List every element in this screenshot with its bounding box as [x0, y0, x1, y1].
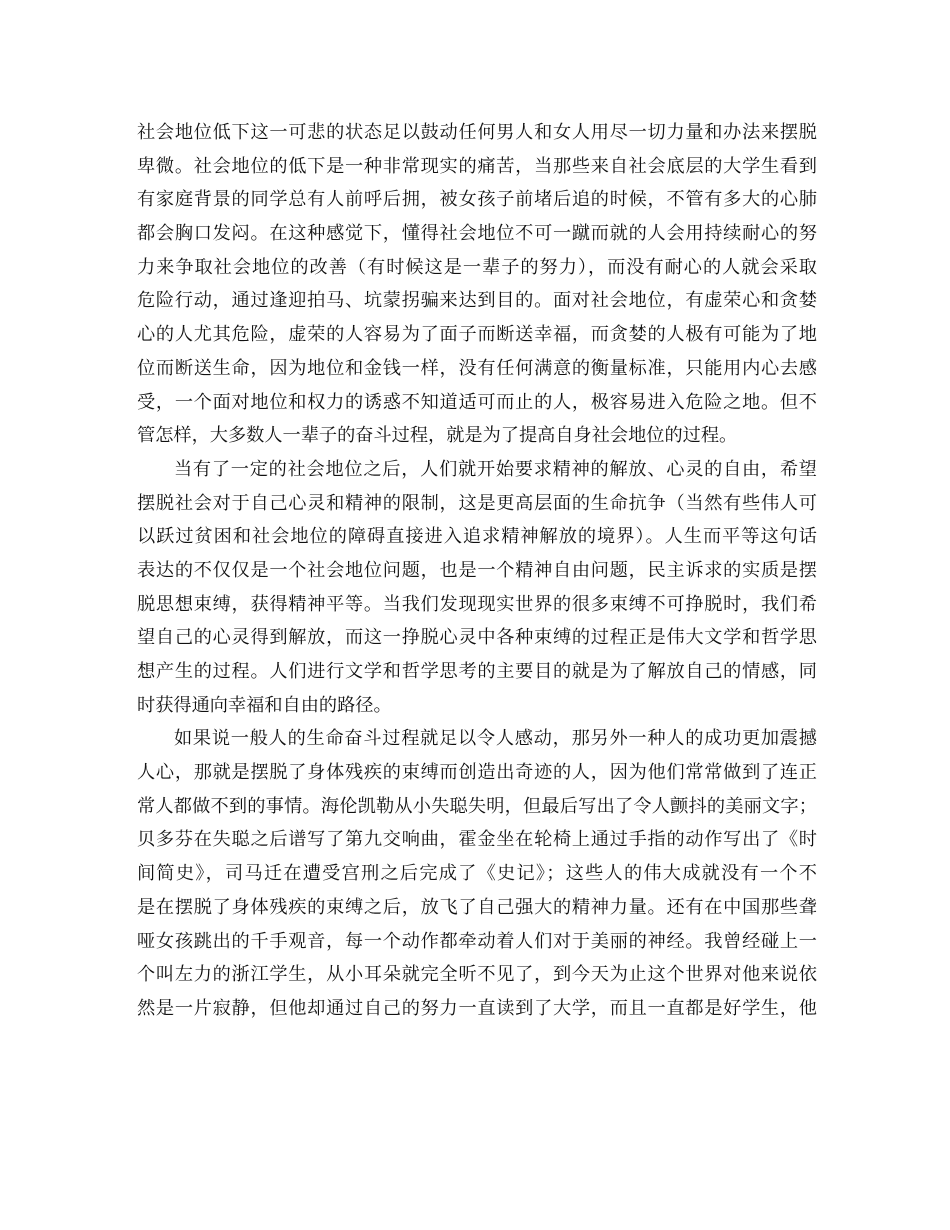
text-line: 摆脱社会对于自己心灵和精神的限制，这是更高层面的生命抗争（当然有些伟人可 [137, 492, 817, 514]
text-line: 想产生的过程。人们进行文学和哲学思考的主要目的就是为了解放自己的情感，同 [137, 661, 817, 682]
text-line: 受，一个面对地位和权力的诱惑不知道适可而止的人，极容易进入危险之地。但不 [137, 391, 817, 413]
text-line: 间简史》，司马迁在遭受宫刑之后完成了《史记》；这些人的伟大成就没有一个不 [137, 863, 817, 885]
text-line: 脱思想束缚，获得精神平等。当我们发现现实世界的很多束缚不可挣脱时，我们希 [137, 593, 817, 615]
text-line: 贝多芬在失聪之后谱写了第九交响曲，霍金坐在轮椅上通过手指的动作写出了《时 [137, 829, 817, 851]
text-line: 当有了一定的社会地位之后，人们就开始要求精神的解放、心灵的自由，希望 [174, 458, 817, 480]
text-line: 心的人尤其危险，虚荣的人容易为了面子而断送幸福，而贪婪的人极有可能为了地 [137, 324, 817, 346]
text-line: 社会地位低下这一可悲的状态足以鼓动任何男人和女人用尽一切力量和办法来摆脱 [137, 122, 817, 143]
text-line: 哑女孩跳出的千手观音，每一个动作都牵动着人们对于美丽的神经。我曾经碰上一 [137, 930, 817, 952]
text-line: 卑微。社会地位的低下是一种非常现实的痛苦，当那些来自社会底层的大学生看到 [137, 155, 817, 177]
text-line: 以跃过贫困和社会地位的障碍直接进入追求精神解放的境界）。人生而平等这句话 [137, 526, 817, 548]
text-line: 表达的不仅仅是一个社会地位问题，也是一个精神自由问题，民主诉求的实质是摆 [137, 559, 817, 581]
text-line: 都会胸口发闷。在这种感觉下，懂得社会地位不可一蹴而就的人会用持续耐心的努 [137, 223, 817, 245]
text-line: 然是一片寂静，但他却通过自己的努力一直读到了大学，而且一直都是好学生，他 [137, 997, 817, 1019]
text-line: 位而断送生命，因为地位和金钱一样，没有任何满意的衡量标准，只能用内心去感 [137, 357, 817, 379]
text-line: 是在摆脱了身体残疾的束缚之后，放飞了自己强大的精神力量。还有在中国那些聋 [137, 896, 817, 918]
text-line: 管怎样，大多数人一辈子的奋斗过程，就是为了提高自身社会地位的过程。 [137, 425, 738, 447]
text-line: 力来争取社会地位的改善（有时候这是一辈子的努力），而没有耐心的人就会采取 [137, 256, 817, 278]
body-text [137, 116, 817, 1026]
text-line: 常人都做不到的事情。海伦凯勒从小失聪失明，但最后写出了令人颤抖的美丽文字； [137, 795, 817, 817]
text-line: 如果说一般人的生命奋斗过程就足以令人感动，那另外一种人的成功更加震撼 [174, 728, 817, 750]
text-line: 危险行动，通过逢迎拍马、坑蒙拐骗来达到目的。面对社会地位，有虚荣心和贪婪 [137, 290, 817, 312]
text-line: 望自己的心灵得到解放，而这一挣脱心灵中各种束缚的过程正是伟大文学和哲学思 [137, 627, 817, 649]
text-line: 个叫左力的浙江学生，从小耳朵就完全听不见了，到今天为止这个世界对他来说依 [137, 964, 817, 986]
text-line: 时获得通向幸福和自由的路径。 [137, 694, 392, 716]
text-line: 有家庭背景的同学总有人前呼后拥，被女孩子前堵后追的时候，不管有多大的心肺 [137, 189, 817, 211]
text-line: 人心，那就是摆脱了身体残疾的束缚而创造出奇迹的人，因为他们常常做到了连正 [137, 762, 817, 784]
